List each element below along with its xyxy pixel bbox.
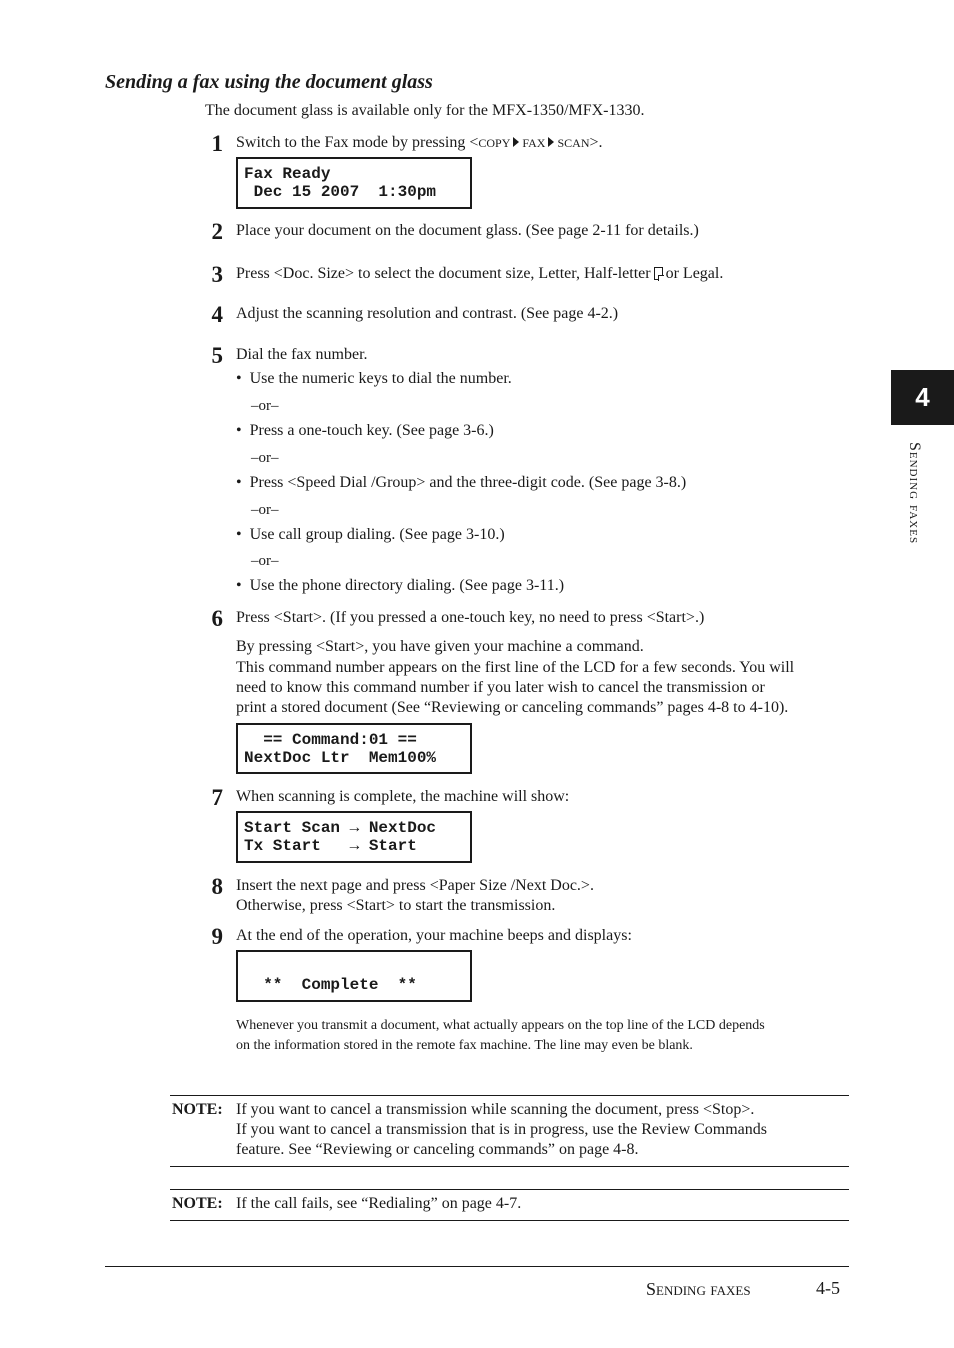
lcd-display-command: [236, 723, 472, 774]
half-letter-page-icon: [654, 267, 663, 280]
or-separator: –or–: [251, 553, 279, 569]
or-separator: –or–: [251, 398, 279, 414]
lcd-line-2: Tx Start → Start: [244, 837, 417, 855]
step-7-text: When scanning is complete, the machine will show:: [236, 788, 570, 805]
step-9-text: At the end of the operation, your machine beeps and displays:: [236, 927, 632, 944]
bullet-text: Use the numeric keys to dial the number.: [249, 370, 512, 387]
step-2-text: Place your document on the document glass. (See page 2-11 for details.): [236, 222, 699, 239]
footer-section-title: Sending faxes: [646, 1279, 751, 1299]
step-6-text: Press <Start>. (If you pressed a one-touch key, no need to press <Start>.): [236, 609, 705, 626]
chapter-number: 4: [915, 382, 930, 412]
lcd-line-1: == Command:01 ==: [244, 731, 417, 749]
chapter-side-label: Sending faxes: [906, 442, 923, 545]
lcd-line-2: Dec 15 2007 1:30pm: [244, 183, 437, 201]
key-scan: SCAN: [557, 136, 590, 150]
step-6-para-line: need to know this command number if you later wish to cancel the transmission or: [236, 679, 765, 696]
divider: [170, 1166, 849, 1167]
step-number: 9: [211, 924, 223, 949]
page-number: 4-5: [816, 1278, 840, 1298]
note-label: NOTE:: [172, 1195, 223, 1212]
step-number: 8: [211, 874, 223, 899]
list-item: • Press <Speed Dial /Group> and the three-digit code. (See page 3-8.): [236, 474, 687, 491]
list-item: • Use call group dialing. (See page 3-10.): [236, 526, 505, 543]
list-item: • Press a one-touch key. (See page 3-6.): [236, 422, 494, 439]
step-8-line: Insert the next page and press <Paper Size /Next Doc.>.: [236, 877, 594, 894]
step-1-text: [236, 133, 603, 153]
note-line: feature. See “Reviewing or canceling commands” on page 4-8.: [236, 1141, 639, 1158]
lcd-line-2: ** Complete **: [244, 976, 417, 994]
arrow-right-icon: [513, 137, 519, 147]
step-3-text: [236, 264, 723, 284]
or-separator: –or–: [251, 502, 279, 518]
note-text: If the call fails, see “Redialing” on page 4-7.: [236, 1195, 522, 1212]
bullet-text: Use call group dialing. (See page 3-10.): [249, 526, 505, 543]
bullet-text: Press <Speed Dial /Group> and the three-digit code. (See page 3-8.): [249, 474, 687, 491]
lcd-line-2: NextDoc Ltr Mem100%: [244, 749, 437, 767]
list-item: • Use the numeric keys to dial the number.: [236, 370, 512, 387]
step-number: 2: [211, 219, 223, 244]
step-3-text-after: or Legal.: [665, 265, 724, 282]
divider: [170, 1189, 849, 1190]
or-separator: –or–: [251, 450, 279, 466]
footer-rule: [105, 1266, 849, 1267]
arrow-right-icon: [548, 137, 554, 147]
small-note-line: on the information stored in the remote fax machine. The line may even be blank.: [236, 1038, 693, 1053]
chapter-tab: [891, 370, 954, 425]
step-1-text-after: >.: [589, 134, 603, 151]
lcd-line-1: [244, 958, 470, 976]
step-1-text-before: Switch to the Fax mode by pressing <: [236, 134, 479, 151]
step-3-text-before: Press <Doc. Size> to select the document size, Letter, Half-letter: [236, 265, 651, 282]
divider: [170, 1220, 849, 1221]
bullet-text: Use the phone directory dialing. (See page 3-11.): [249, 577, 565, 594]
step-6-para-line: print a stored document (See “Reviewing or canceling commands” pages 4-8 to 4-10).: [236, 699, 789, 716]
divider: [170, 1095, 849, 1096]
step-5-text: Dial the fax number.: [236, 346, 368, 363]
lcd-line-1: Start Scan → NextDoc: [244, 819, 437, 837]
step-6-para-line: By pressing <Start>, you have given your machine a command.: [236, 638, 644, 655]
lcd-display-fax-ready: [236, 157, 472, 209]
step-number: 3: [211, 262, 223, 287]
lcd-line-1: Fax Ready: [244, 165, 331, 183]
intro-text: The document glass is available only for the MFX-1350/MFX-1330.: [205, 102, 645, 119]
section-heading: Sending a fax using the document glass: [105, 71, 433, 93]
step-4-text: Adjust the scanning resolution and contrast. (See page 4-2.): [236, 305, 619, 322]
small-note-line: Whenever you transmit a document, what actually appears on the top line of the LCD depends: [236, 1018, 765, 1033]
step-number: 4: [211, 302, 223, 327]
step-6-para-line: This command number appears on the first line of the LCD for a few seconds. You will: [236, 659, 795, 676]
step-number: 7: [211, 785, 223, 810]
list-item: • Use the phone directory dialing. (See page 3-11.): [236, 577, 565, 594]
lcd-display-complete: [236, 950, 472, 1002]
bullet-text: Press a one-touch key. (See page 3-6.): [249, 422, 494, 439]
key-fax: FAX: [522, 136, 546, 150]
step-8-line: Otherwise, press <Start> to start the transmission.: [236, 897, 556, 914]
key-copy: COPY: [478, 136, 511, 150]
note-label: NOTE:: [172, 1101, 223, 1118]
step-number: 5: [211, 343, 223, 368]
note-line: If you want to cancel a transmission that is in progress, use the Review Commands: [236, 1121, 768, 1138]
step-number: 6: [211, 606, 223, 631]
note-line: If you want to cancel a transmission while scanning the document, press <Stop>.: [236, 1101, 755, 1118]
lcd-display-scan-complete: [236, 811, 472, 863]
step-number: 1: [211, 131, 223, 156]
